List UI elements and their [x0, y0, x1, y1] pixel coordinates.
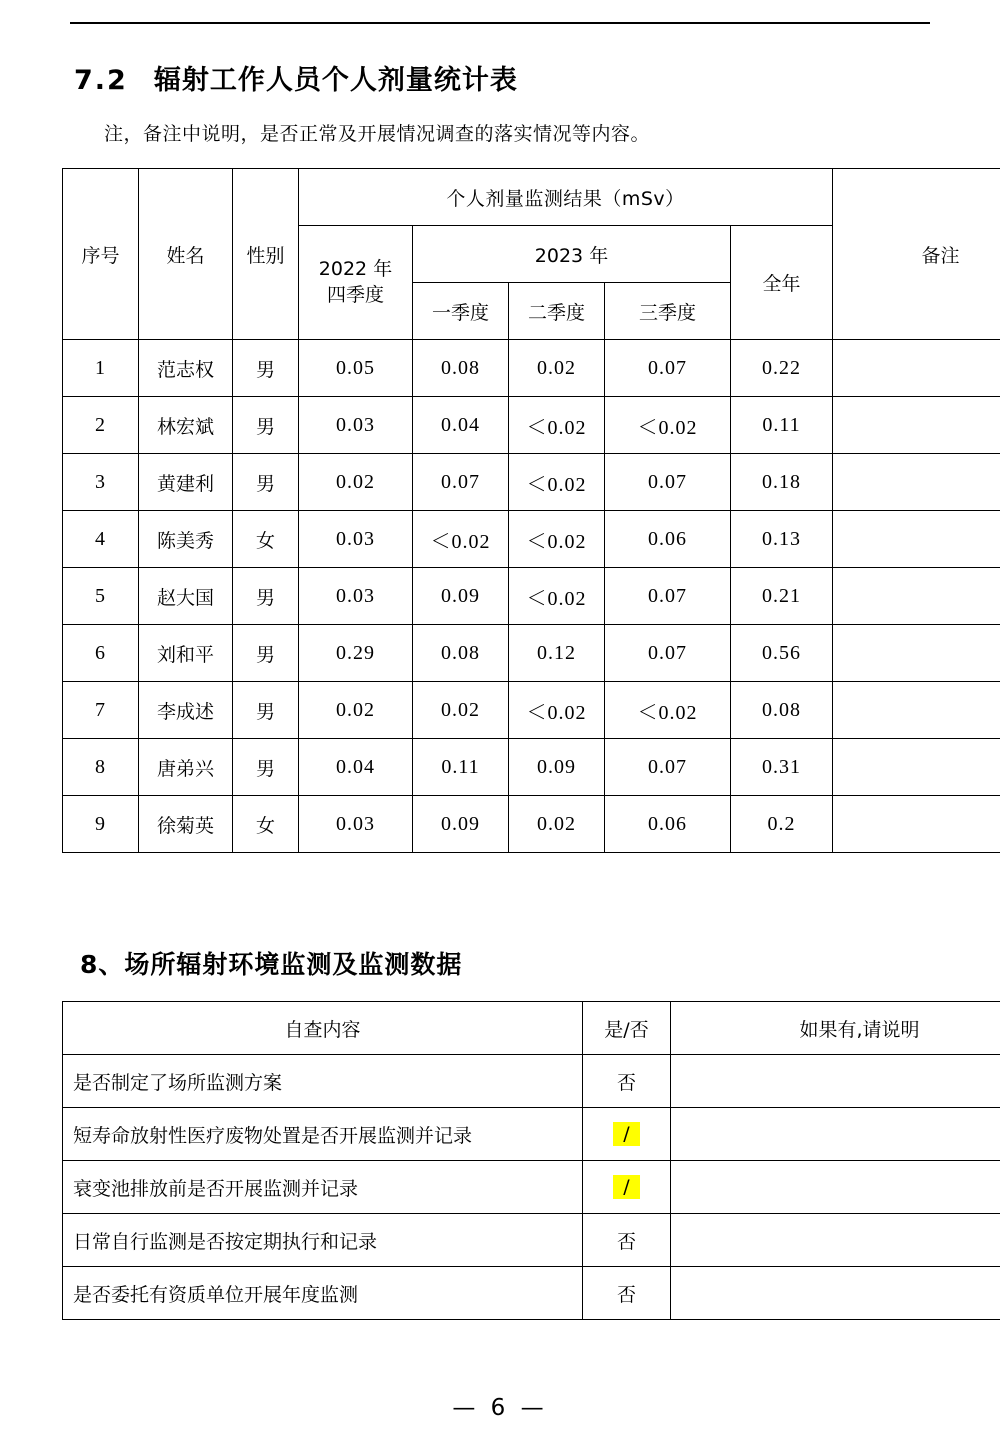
- cell-name: 黄建利: [139, 454, 233, 511]
- header-name: 姓名: [139, 169, 233, 340]
- checklist-explanation: [671, 1161, 1000, 1214]
- cell-seq: 1: [63, 340, 139, 397]
- cell-gender: 女: [233, 511, 299, 568]
- cell-gender: 男: [233, 397, 299, 454]
- cell-gender: 男: [233, 682, 299, 739]
- cell-2022q4: 0.03: [299, 511, 413, 568]
- cell-q3: 0.06: [605, 511, 731, 568]
- cell-remark: [833, 739, 1000, 796]
- cell-name: 赵大国: [139, 568, 233, 625]
- cell-q2: ＜0.02: [509, 511, 605, 568]
- site-monitoring-checklist-table: [62, 1001, 1000, 1320]
- checklist-row: [63, 1108, 1000, 1161]
- checklist-header-row: [63, 1002, 1000, 1055]
- cell-name: 范志权: [139, 340, 233, 397]
- table-row: [63, 739, 1000, 796]
- cell-year: 0.18: [731, 454, 833, 511]
- cell-q3: 0.07: [605, 739, 731, 796]
- cell-year: 0.11: [731, 397, 833, 454]
- checklist-content: 是否委托有资质单位开展年度监测: [63, 1267, 583, 1320]
- table-row: [63, 340, 1000, 397]
- cell-q3: 0.07: [605, 568, 731, 625]
- checklist-row: [63, 1161, 1000, 1214]
- page-title: [70, 0, 930, 97]
- cell-q1: 0.04: [413, 397, 509, 454]
- checklist-answer: [583, 1161, 671, 1214]
- cell-q3: ＜0.02: [605, 682, 731, 739]
- cell-remark: [833, 454, 1000, 511]
- header-2022-q4: [299, 226, 413, 340]
- cell-q3: 0.06: [605, 796, 731, 853]
- table-row: [63, 397, 1000, 454]
- cell-year: 0.31: [731, 739, 833, 796]
- checklist-content: 短寿命放射性医疗废物处置是否开展监测并记录: [63, 1108, 583, 1161]
- cell-seq: 8: [63, 739, 139, 796]
- table-row: [63, 625, 1000, 682]
- cell-q1: 0.07: [413, 454, 509, 511]
- cell-name: 刘和平: [139, 625, 233, 682]
- cell-q2: 0.12: [509, 625, 605, 682]
- header-selfcheck-content: 自查内容: [63, 1002, 583, 1055]
- cell-q1: 0.08: [413, 340, 509, 397]
- header-yes-no: 是/否: [583, 1002, 671, 1055]
- cell-name: 林宏斌: [139, 397, 233, 454]
- cell-q1: 0.02: [413, 682, 509, 739]
- table-header-row-1: [63, 169, 1000, 226]
- cell-year: 0.2: [731, 796, 833, 853]
- cell-q1: 0.08: [413, 625, 509, 682]
- section-8-title: 8、场所辐射环境监测及监测数据: [80, 950, 463, 979]
- cell-q1: 0.09: [413, 568, 509, 625]
- checklist-content: 是否制定了场所监测方案: [63, 1055, 583, 1108]
- cell-year: 0.56: [731, 625, 833, 682]
- header-explanation: 如果有,请说明: [671, 1002, 1000, 1055]
- table-row: [63, 568, 1000, 625]
- highlighted-answer: /: [613, 1175, 639, 1200]
- checklist-row: [63, 1267, 1000, 1320]
- cell-q3: 0.07: [605, 454, 731, 511]
- header-2022-quarter: 四季度: [326, 283, 384, 306]
- header-2022-year: 2022 年: [318, 257, 393, 280]
- cell-q3: 0.07: [605, 340, 731, 397]
- header-remark: 备注: [833, 169, 1000, 340]
- cell-gender: 男: [233, 454, 299, 511]
- cell-q1: ＜0.02: [413, 511, 509, 568]
- personal-dose-table: [62, 168, 1000, 853]
- cell-2022q4: 0.29: [299, 625, 413, 682]
- section-note: 注，备注中说明，是否正常及开展情况调查的落实情况等内容。: [104, 123, 651, 145]
- cell-q1: 0.11: [413, 739, 509, 796]
- checklist-row: [63, 1055, 1000, 1108]
- table-row: [63, 454, 1000, 511]
- table-row: [63, 796, 1000, 853]
- cell-seq: 3: [63, 454, 139, 511]
- cell-seq: 5: [63, 568, 139, 625]
- cell-q1: 0.09: [413, 796, 509, 853]
- cell-q2: ＜0.02: [509, 397, 605, 454]
- cell-q3: 0.07: [605, 625, 731, 682]
- checklist-answer: 否: [583, 1267, 671, 1320]
- checklist-explanation: [671, 1055, 1000, 1108]
- checklist-answer: 否: [583, 1055, 671, 1108]
- header-full-year: 全年: [731, 226, 833, 340]
- cell-gender: 男: [233, 739, 299, 796]
- header-gender: 性别: [233, 169, 299, 340]
- cell-q2: 0.09: [509, 739, 605, 796]
- cell-q3: ＜0.02: [605, 397, 731, 454]
- cell-q2: 0.02: [509, 796, 605, 853]
- cell-2022q4: 0.05: [299, 340, 413, 397]
- cell-q2: ＜0.02: [509, 454, 605, 511]
- checklist-content: 衰变池排放前是否开展监测并记录: [63, 1161, 583, 1214]
- cell-seq: 2: [63, 397, 139, 454]
- cell-q2: ＜0.02: [509, 682, 605, 739]
- cell-q2: ＜0.02: [509, 568, 605, 625]
- cell-year: 0.21: [731, 568, 833, 625]
- section-title-text: 辐射工作人员个人剂量统计表: [153, 65, 518, 96]
- table-row: [63, 511, 1000, 568]
- cell-seq: 9: [63, 796, 139, 853]
- page-number: — 6 —: [452, 1395, 548, 1421]
- cell-name: 唐弟兴: [139, 739, 233, 796]
- checklist-answer: [583, 1108, 671, 1161]
- checklist-explanation: [671, 1108, 1000, 1161]
- cell-2022q4: 0.03: [299, 568, 413, 625]
- header-q2: 二季度: [509, 283, 605, 340]
- cell-2022q4: 0.04: [299, 739, 413, 796]
- cell-seq: 6: [63, 625, 139, 682]
- cell-q2: 0.02: [509, 340, 605, 397]
- cell-2022q4: 0.02: [299, 682, 413, 739]
- cell-gender: 女: [233, 796, 299, 853]
- cell-year: 0.08: [731, 682, 833, 739]
- cell-gender: 男: [233, 340, 299, 397]
- cell-name: 陈美秀: [139, 511, 233, 568]
- cell-remark: [833, 796, 1000, 853]
- cell-year: 0.22: [731, 340, 833, 397]
- header-q3: 三季度: [605, 283, 731, 340]
- checklist-explanation: [671, 1214, 1000, 1267]
- table-row: [63, 682, 1000, 739]
- checklist-row: [63, 1214, 1000, 1267]
- header-q1: 一季度: [413, 283, 509, 340]
- cell-seq: 4: [63, 511, 139, 568]
- checklist-content: 日常自行监测是否按定期执行和记录: [63, 1214, 583, 1267]
- cell-2022q4: 0.02: [299, 454, 413, 511]
- cell-2022q4: 0.03: [299, 796, 413, 853]
- cell-year: 0.13: [731, 511, 833, 568]
- cell-remark: [833, 568, 1000, 625]
- header-2023-year: 2023 年: [413, 226, 731, 283]
- cell-gender: 男: [233, 568, 299, 625]
- cell-name: 徐菊英: [139, 796, 233, 853]
- header-dose-group: 个人剂量监测结果（mSv）: [299, 169, 833, 226]
- cell-remark: [833, 340, 1000, 397]
- cell-remark: [833, 682, 1000, 739]
- section-number: 7.2: [74, 65, 128, 96]
- cell-2022q4: 0.03: [299, 397, 413, 454]
- cell-gender: 男: [233, 625, 299, 682]
- cell-name: 李成述: [139, 682, 233, 739]
- checklist-explanation: [671, 1267, 1000, 1320]
- cell-remark: [833, 625, 1000, 682]
- cell-seq: 7: [63, 682, 139, 739]
- highlighted-answer: /: [613, 1122, 639, 1147]
- header-rule: [70, 22, 930, 24]
- cell-remark: [833, 511, 1000, 568]
- checklist-answer: 否: [583, 1214, 671, 1267]
- cell-remark: [833, 397, 1000, 454]
- header-seq: 序号: [63, 169, 139, 340]
